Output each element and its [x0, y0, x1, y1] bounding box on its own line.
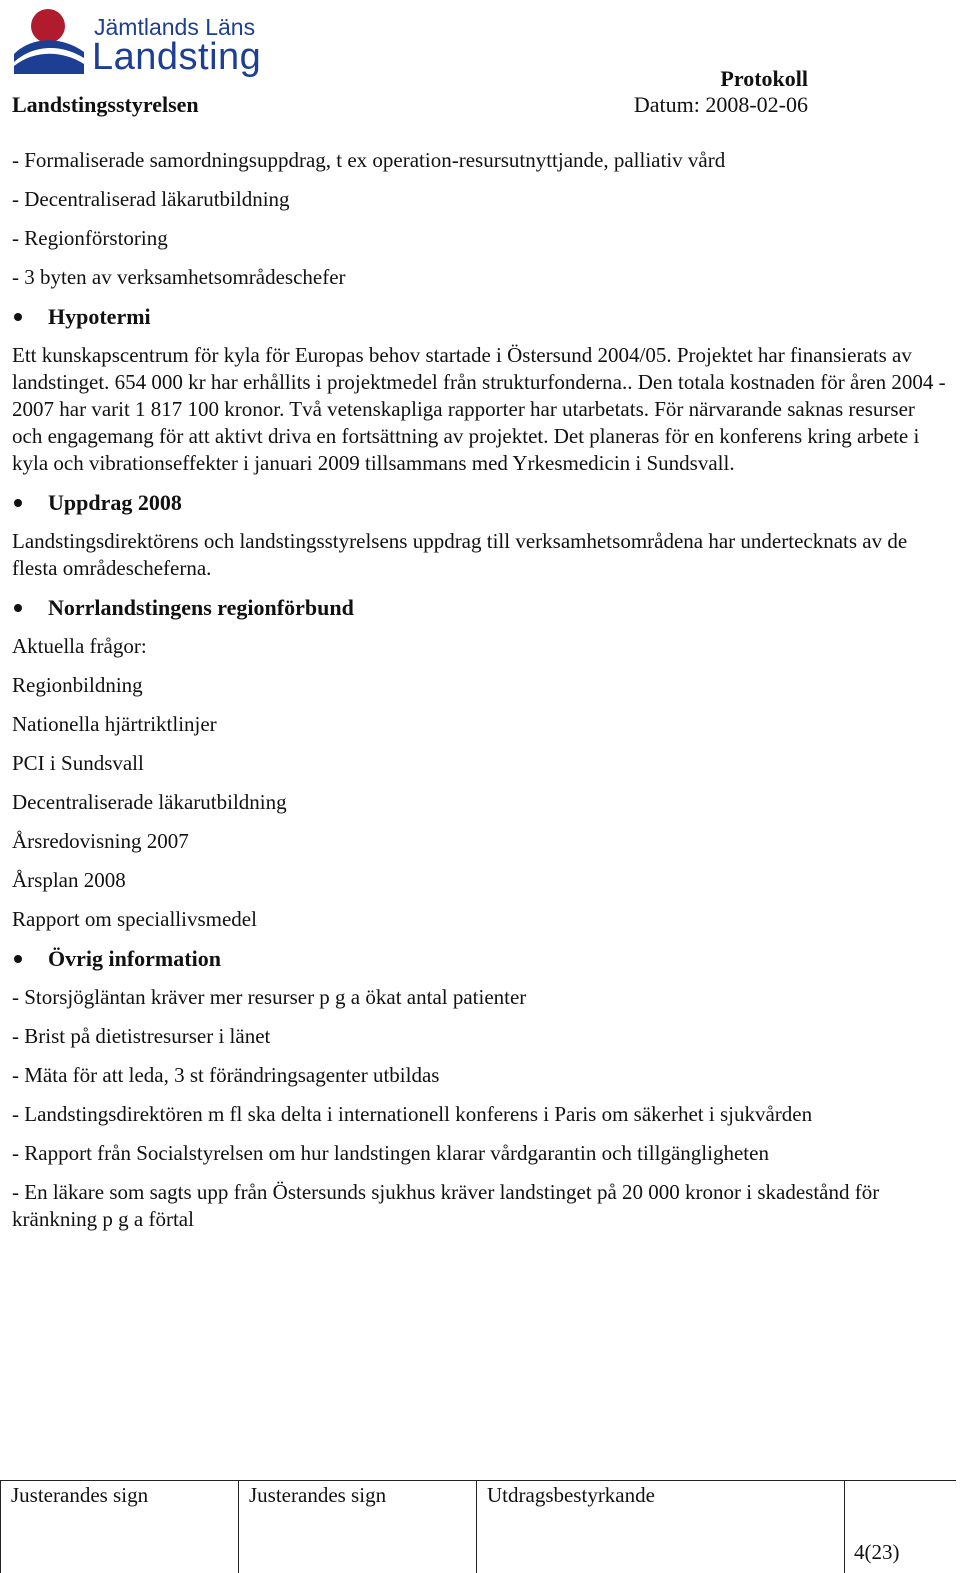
list-item: Rapport om speciallivsmedel	[12, 907, 257, 931]
list-item: - Rapport från Socialstyrelsen om hur landstingen klarar vårdgarantin och tillgängligheten	[12, 1141, 769, 1165]
list-item: - Landstingsdirektören m fl ska delta i internationell konferens i Paris om säkerhet i sjukvården	[12, 1102, 813, 1126]
landsting-logo	[12, 6, 262, 80]
signature-cell-1	[0, 1481, 239, 1573]
list-item: PCI i Sundsvall	[12, 751, 144, 775]
signature-label: Justerandes sign	[11, 1483, 149, 1507]
document-date: Datum: 2008-02-06	[633, 92, 808, 117]
extract-label: Utdragsbestyrkande	[487, 1483, 655, 1507]
list-item: - Formaliserade samordningsuppdrag, t ex operation-resursutnyttjande, palliativ vård	[12, 148, 726, 172]
page-number: 4(23)	[854, 1540, 900, 1564]
list-item: Nationella hjärtriktlinjer	[12, 712, 217, 736]
signature-label: Justerandes sign	[249, 1483, 387, 1507]
list-item: - Regionförstoring	[12, 226, 168, 250]
section-heading-ovrig-information: Övrig information	[12, 945, 948, 972]
section-paragraph-hypotermi: Ett kunskapscentrum för kyla för Europas behov startade i Östersund 2004/05. Projektet har finansierats av landstinget. 654 000 kr har erhållits i projektmedel från strukturfonderna.. Den totala kostnaden för åren 2004 - 2007 har varit 1 817 100 kronor. Två vetenskapliga rapporter har utarbetats. För närvarande saknas resurser och engagemang för att aktivt driva en fortsättning av projektet. Det planeras för en konferens kring arbete i kyla och vibrationseffekter i januari 2009 tillsammans med Yrkesmedicin i Sundsvall.	[12, 343, 946, 475]
list-item: Aktuella frågor:	[12, 634, 147, 658]
list-item: - Decentraliserad läkarutbildning	[12, 187, 290, 211]
list-item: - En läkare som sagts upp från Östersunds sjukhus kräver landstinget på 20 000 kronor i skadestånd för kränkning p g a förtal	[12, 1180, 880, 1231]
list-item: Decentraliserade läkarutbildning	[12, 790, 287, 814]
section-heading-hypotermi: Hypotermi	[12, 303, 948, 330]
document-body	[12, 147, 948, 1245]
logo-mark-icon	[12, 6, 92, 80]
extract-certification-cell	[476, 1481, 845, 1573]
list-item: - Brist på dietistresurser i länet	[12, 1024, 271, 1048]
list-item: Årsredovisning 2007	[12, 829, 189, 853]
list-item: Årsplan 2008	[12, 868, 126, 892]
section-heading-uppdrag: Uppdrag 2008	[12, 489, 948, 516]
signature-footer	[0, 1480, 956, 1573]
organization-name: Landstingsstyrelsen	[12, 92, 199, 117]
list-item: Regionbildning	[12, 673, 143, 697]
signature-cell-2	[238, 1481, 477, 1573]
section-heading-regionforbund: Norrlandstingens regionförbund	[12, 594, 948, 621]
logo-text-line2: Landsting	[92, 36, 262, 78]
logo-text-line1: Jämtlands Läns	[94, 14, 256, 40]
list-item: - 3 byten av verksamhetsområdeschefer	[12, 265, 346, 289]
document-type: Protokoll	[720, 66, 808, 91]
list-item: - Mäta för att leda, 3 st förändringsagenter utbildas	[12, 1063, 440, 1087]
list-item: - Storsjögläntan kräver mer resurser p g a ökat antal patienter	[12, 985, 527, 1009]
section-paragraph-uppdrag: Landstingsdirektörens och landstingsstyrelsens uppdrag till verksamhetsområdena har undertecknats av de flesta områdescheferna.	[12, 529, 908, 580]
